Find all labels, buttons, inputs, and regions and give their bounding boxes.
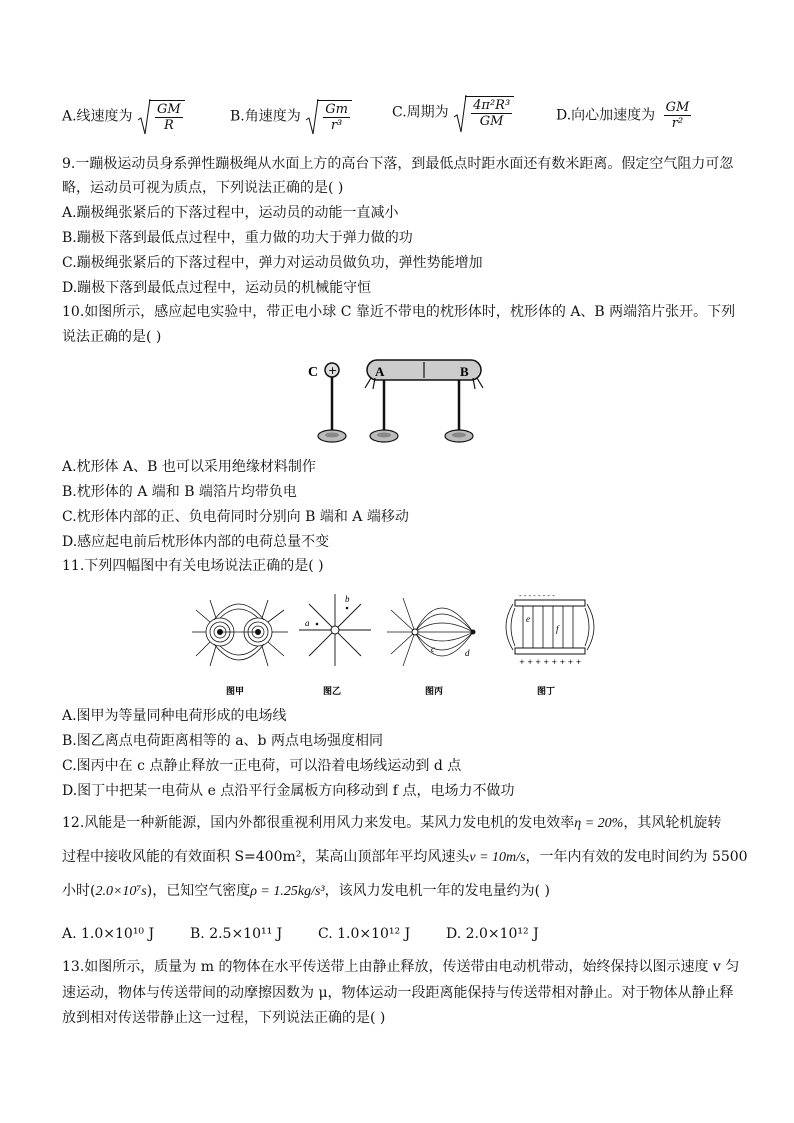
q8-option-c: C.周期为 $\frac{\text{4π²R³}}{GM}$ [392,96,514,129]
q10-option-b: B.枕形体的 A 端和 B 端箔片均带负电 [62,484,297,500]
q13-stem-line-3: 放到相对传送带静止这一过程，下列说法正确的是( ) [62,1010,386,1026]
svg-text:+ + + + + + + +: + + + + + + + + [519,658,582,666]
q9-option-d: D.蹦极下落到最低点过程中，运动员的机械能守恒 [62,280,372,296]
sqrt-symbol: $\frac{Gm}{\text{r³}}$ [305,100,352,133]
q9-option-b: B.蹦极下落到最低点过程中，重力做的功大于弹力做的功 [62,230,413,246]
q11-option-b: B.图乙离点电荷距离相等的 a、b 两点电场强度相同 [62,733,383,749]
fig-label-yi: 图乙 [323,687,342,697]
q8-option-b: B.角速度为 $\frac{Gm}{\text{r³}}$ [230,100,352,133]
point-b: b [345,594,350,604]
svg-text:- - - - - - - -: - - - - - - - - [519,592,555,600]
q9-stem-line-1: 9.一蹦极运动员身系弹性蹦极绳从水面上方的高台下落，到最低点时距水面还有数米距离。假定空气阻力可忽 [62,156,734,172]
fig-label-bing: 图丙 [425,687,444,697]
q13-stem-line-2: 速运动，物体与传送带间的动摩擦因数为 μ，物体运动一段距离能保持与传送带相对静止。对于物体从静止释 [62,985,734,1001]
point-a: a [305,618,310,628]
q11-figure-yi [295,590,375,700]
q12-option-c: C. 1.0×10¹² J [318,926,411,942]
sqrt-symbol: $\frac{\text{4π²R³}}{GM}$ [453,96,514,129]
point-f: f [556,624,559,634]
q11-figure-ding [505,588,595,700]
q10-stem-line-1: 10.如图所示，感应起电实验中，带正电小球 C 靠近不带电的枕形体时，枕形体的 A、B 两端箔片张开。下列 [62,304,736,320]
q9-option-a: A.蹦极绳张紧后的下落过程中，运动员的动能一直减小 [62,205,399,221]
q11-option-a: A.图甲为等量同种电荷形成的电场线 [62,708,287,724]
point-d: d [465,648,470,658]
q12-option-a: A. 1.0×10¹⁰ J [62,926,155,942]
q8-option-a: A.线速度为 $\frac{GM}{R}$ [62,100,185,133]
fig-label-jia: 图甲 [226,687,245,697]
q10-stem-line-2: 说法正确的是( ) [62,329,162,345]
label-a: A [375,364,385,379]
q10-option-a: A.枕形体 A、B 也可以采用绝缘材料制作 [62,459,316,475]
label-b: B [460,364,469,379]
fig-label-ding: 图丁 [537,687,556,697]
q9-stem-line-2: 略，运动员可视为质点，下列说法正确的是( ) [62,180,344,196]
q9-option-c: C.蹦极绳张紧后的下落过程中，弹力对运动员做负功，弹性势能增加 [62,255,483,271]
q10-option-c: C.枕形体内部的正、负电荷同时分别向 B 端和 A 端移动 [62,509,409,525]
svg-text:+: + [328,364,338,377]
q10-induction-figure [305,352,495,452]
q12-stem-line-1: 12.风能是一种新能源，国内外都很重视利用风力来发电。某风力发电机的发电效率η = 20%，其风轮机旋转 [62,815,722,831]
q8-option-d: D.向心加速度为 $\frac{GM}{\text{r²}}$ [556,100,690,131]
q12-option-b: B. 2.5×10¹¹ J [190,926,283,942]
q12-option-d: D. 2.0×10¹² J [446,926,539,942]
q12-stem-line-3: 小时(2.0×10⁷s)，已知空气密度ρ = 1.25kg/s³，该风力发电机一年的发电量约为( ) [62,883,550,899]
q11-figure-bing [385,590,485,700]
q11-stem: 11.下列四幅图中有关电场说法正确的是( ) [62,558,324,574]
q12-stem-line-2: 过程中接收风能的有效面积 S=400m²，某高山顶部年平均风速头v = 10m/s，一年内有效的发电时间约为 5500 [62,849,748,865]
q11-option-d: D.图丁中把某一电荷从 e 点沿平行金属板方向移动到 f 点，电场力不做功 [62,783,515,799]
q11-figure-jia [190,590,290,700]
q11-option-c: C.图丙中在 c 点静止释放一正电荷，可以沿着电场线运动到 d 点 [62,758,462,774]
label-c: C [308,365,319,380]
sqrt-symbol: $\frac{GM}{R}$ [137,100,185,133]
fraction: $\frac{GM}{\text{r²}}$ [665,100,690,131]
point-c: c [431,644,435,654]
q10-option-d: D.感应起电前后枕形体内部的电荷总量不变 [62,534,330,550]
point-e: e [526,614,530,624]
q13-stem-line-1: 13.如图所示，质量为 m 的物体在水平传送带上由静止释放，传送带由电动机带动，始终保持以图示速度 v 匀 [62,959,740,975]
